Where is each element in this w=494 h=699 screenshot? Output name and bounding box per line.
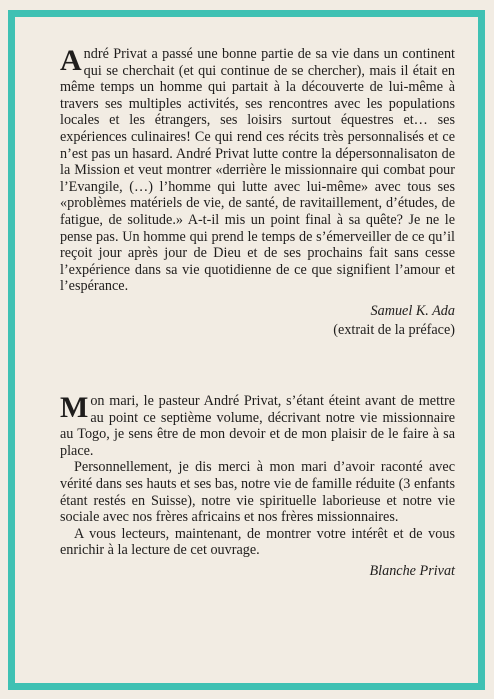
note-text-1: on mari, le pasteur André Privat, s’étant éteint avant de mettre au point ce septième volume, décrivant notre vie missionnaire au Togo, je sens être de mon devoir et de mon plaisir de le faire à sa place. [60,393,455,459]
note-paragraph-3: A vous lecteurs, maintenant, de montrer votre intérêt et de vous enrichir à la lecture de cet ouvrage. [60,525,455,559]
note-paragraph-2: Personnellement, je dis merci à mon mari d’avoir raconté avec vérité dans ses hauts et ses bas, notre vie de famille réduite (3 enfants étant restés en Suisse), notre vie spirituelle laborieuse et notre vie sociale avec nos frères africains et nos frères missionnaires. [60,459,455,526]
preface-source: (extrait de la préface) [333,321,455,338]
note-paragraph-1 [60,393,455,459]
widow-note [60,393,455,580]
preface-author: Samuel K. Ada [370,302,455,319]
note-author: Blanche Privat [369,562,455,579]
preface-paragraph [60,46,455,295]
drop-cap: A [60,44,82,77]
preface-text: ndré Privat a passé une bonne partie de sa vie dans un continent qui se cherchait (et qui continue de se chercher), mais il était en même temps un homme qui partait à la découverte de lui-même à travers ses multiples activités, ses rencontres avec les populations locales et les étrangers, ses loisirs surtout équestres et… ses expériences culinaires! Ce qui rend ces récits très personnalisés et ce n’est pas un hasard. André Privat lutte contre la dépersonnalisaton de la Mission et veut montrer «derrière le missionnaire qui combat pour l’Evangile, (…) l’homme qui lutte avec lui-même» avec tous ses «problèmes matériels de vie, de santé, de ravitaillement, d’études, de fatigue, de solitude.» A-t-il mis un point final à sa quête? Je ne le pense pas. Un homme qui prend le temps de s’émerveiller de ce qu’il reçoit jour après jour de Dieu et de ses prochains fait sans cesse l’expérience dans sa vie quotidienne de ce que signifient l’amour et l’espérance. [60,46,455,295]
preface-excerpt [60,46,455,338]
drop-cap: M [60,391,89,424]
